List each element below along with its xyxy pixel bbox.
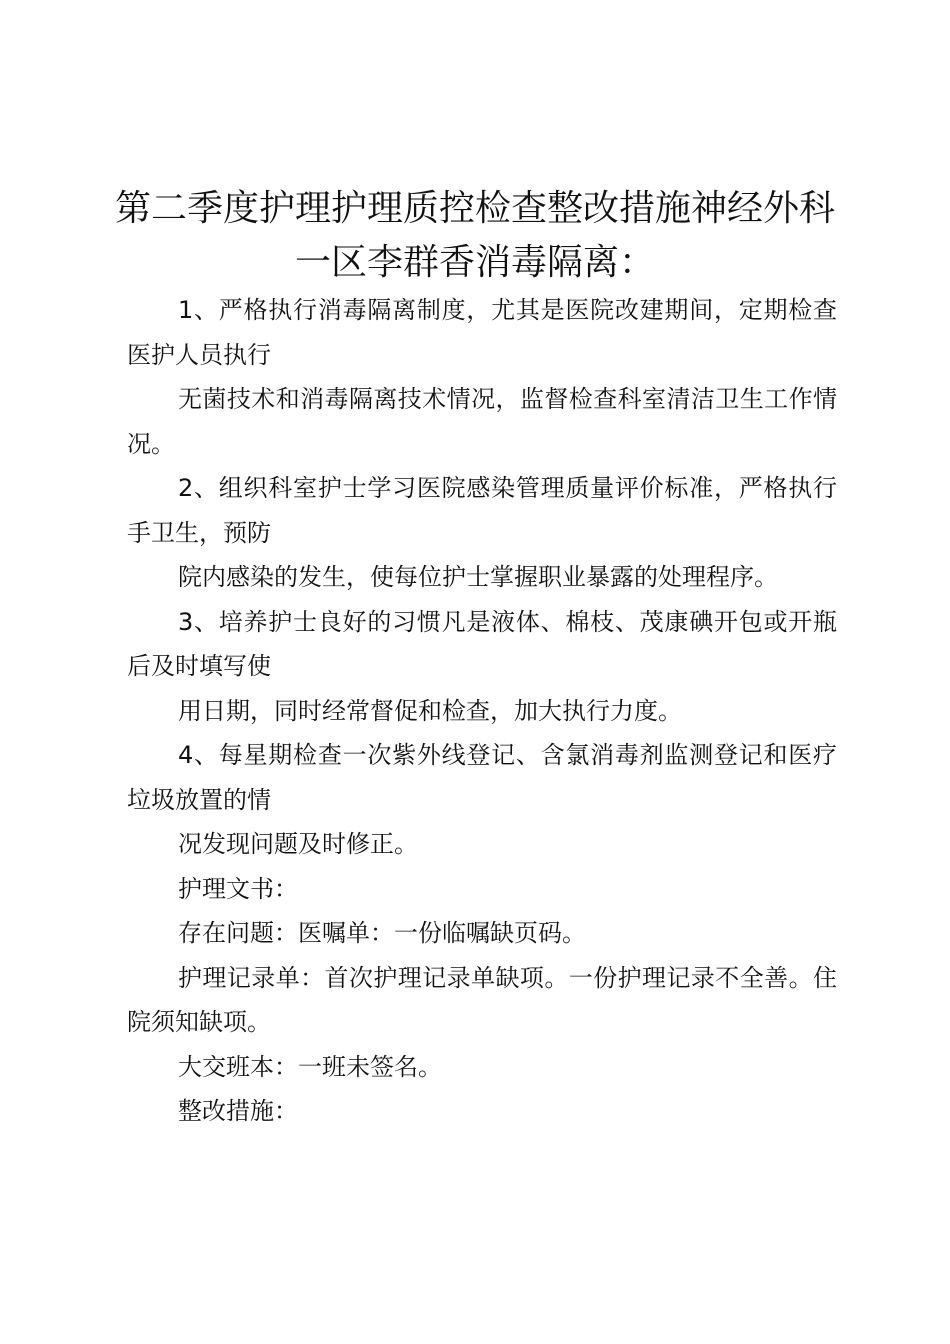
paragraph-1: 1、严格执行消毒隔离制度，尤其是医院改建期间，定期检查医护人员执行 [127,296,837,369]
paragraph-2: 无菌技术和消毒隔离技术情况，监督检查科室清洁卫生工作情况。 [127,385,837,458]
paragraph-9: 护理文书： [178,874,298,903]
paragraph-6: 用日期，同时经常督促和检查，加大执行力度。 [178,696,682,725]
paragraph-3: 2、组织科室护士学习医院感染管理质量评价标准，严格执行手卫生，预防 [127,474,837,547]
paragraph-7: 4、每星期检查一次紫外线登记、含氯消毒剂监测登记和医疗垃圾放置的情 [127,741,837,814]
paragraph-5: 3、培养护士良好的习惯凡是液体、棉枝、茂康碘开包或开瓶后及时填写使 [127,607,837,680]
paragraph-8: 况发现问题及时修正。 [178,830,418,858]
paragraph-11: 护理记录单：首次护理记录单缺项。一份护理记录不全善。住院须知缺项。 [127,963,837,1036]
document-body [127,288,837,1134]
paragraph-10: 存在问题：医嘱单：一份临嘱缺页码。 [178,919,586,947]
document-title: 第二季度护理护理质控检查整改措施神经外科一区李群香消毒隔离： [114,188,835,283]
paragraph-13: 整改措施： [178,1097,298,1125]
paragraph-4: 院内感染的发生，使每位护士掌握职业暴露的处理程序。 [178,563,778,591]
paragraph-12: 大交班本：一班未签名。 [178,1052,442,1081]
